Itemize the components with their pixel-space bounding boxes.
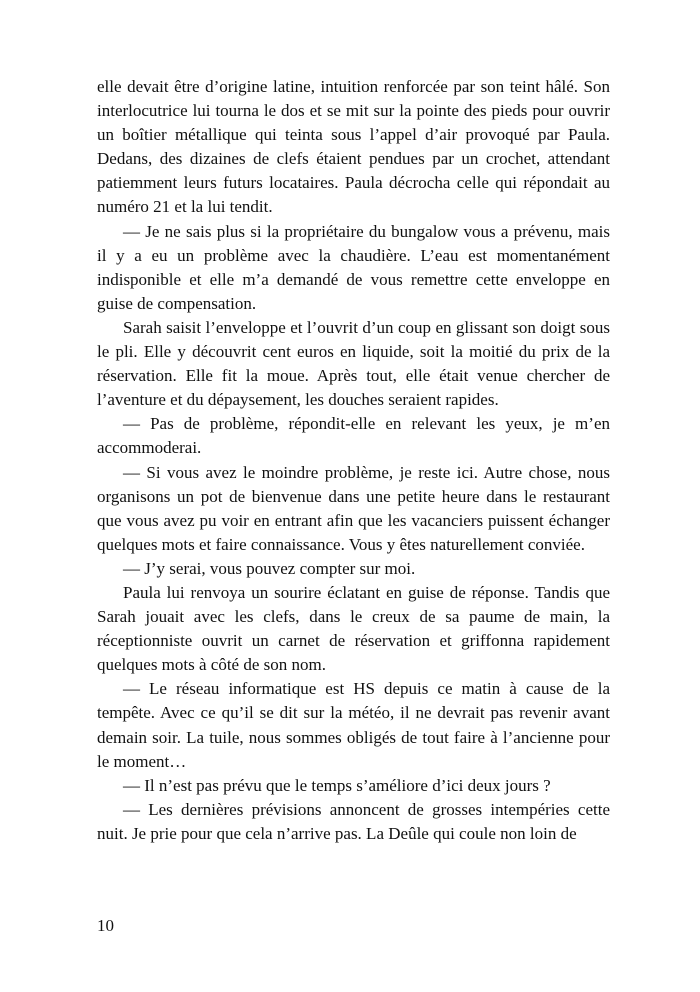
paragraph: Paula lui renvoya un sourire éclatant en guise de réponse. Tandis que Sarah jouait avec les clefs, dans le creux de sa paume de main, la réceptionniste ouvrit un carnet de réservation et griffonna rapidement quelques mots à côté de son nom. — [97, 582, 610, 675]
paragraph: Sarah saisit l’enveloppe et l’ouvrit d’un coup en glissant son doigt sous le pli. Elle y découvrit cent euros en liquide, soit la moitié du prix de la réservation. Elle fit la moue. Après tout, elle était venue chercher de l’aventure et du dépaysement, les douches seraient rapides. — [97, 317, 610, 410]
paragraph: — Si vous avez le moindre problème, je reste ici. Autre chose, nous organisons un pot de bienvenue dans une petite heure dans le restaurant que vous avez pu voir en entrant afin que les vacanciers puissent échanger quelques mots et faire connaissance. Vous y êtes naturellement conviée. — [97, 462, 610, 554]
body-text — [97, 75, 610, 846]
paragraph: — Pas de problème, répondit-elle en relevant les yeux, je m’en accommoderai. — [97, 414, 610, 458]
paragraph: — Les dernières prévisions annoncent de grosses intempéries cette nuit. Je prie pour que cela n’arrive pas. La Deûle qui coule non loin de — [97, 799, 610, 843]
page-number: 10 — [97, 916, 114, 935]
paragraph: — Il n’est pas prévu que le temps s’améliore d’ici deux jours ? — [123, 775, 551, 795]
paragraph: elle devait être d’origine latine, intuition renforcée par son teint hâlé. Son interlocutrice lui tourna le dos et se mit sur la pointe des pieds pour ouvrir un boîtier métallique qui teinta sous l’appel d’air provoqué par Paula. Dedans, des dizaines de clefs étaient pendues par un crochet, attendant patiemment leurs futurs locataires. Paula décrocha celle qui répondait au numéro 21 et la lui tendit. — [97, 77, 610, 217]
paragraph: — J’y serai, vous pouvez compter sur moi. — [123, 558, 416, 578]
paragraph: — Le réseau informatique est HS depuis ce matin à cause de la tempête. Avec ce qu’il se dit sur la météo, il ne devrait pas revenir avant demain soir. La tuile, nous sommes obligés de tout faire à l’ancienne pour le moment… — [97, 679, 610, 771]
paragraph: — Je ne sais plus si la propriétaire du bungalow vous a prévenu, mais il y a eu un problème avec la chaudière. L’eau est momentanément indisponible et elle m’a demandé de vous remettre cette enveloppe en guise de compensation. — [97, 221, 610, 313]
